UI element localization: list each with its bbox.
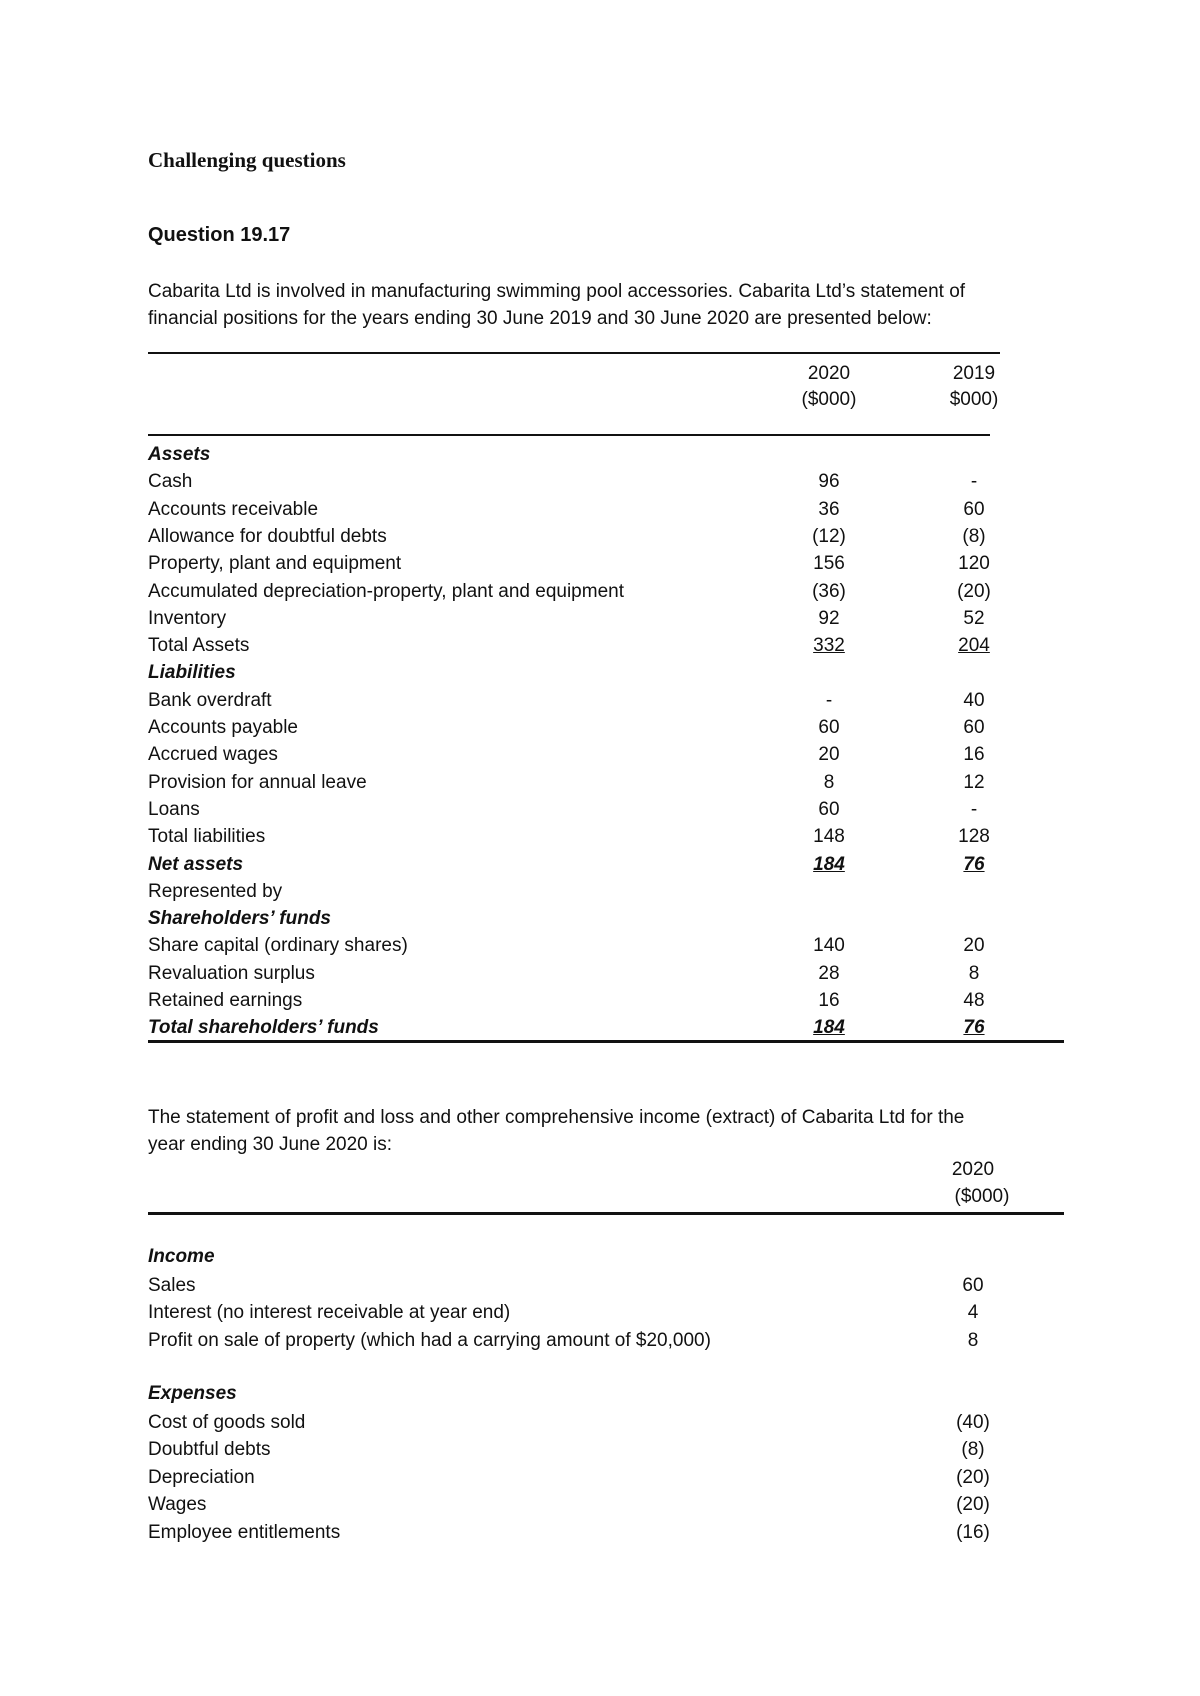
value-2019: 120: [958, 553, 990, 574]
table-top-rule: [148, 352, 1000, 354]
question-title: Question 19.17: [148, 224, 291, 246]
pl-row-value: (8): [961, 1439, 985, 1460]
value-2020: 184: [813, 1017, 845, 1038]
row-label: Bank overdraft: [148, 690, 272, 711]
pl-col-year: 2020: [951, 1159, 995, 1180]
pl-row-label: Profit on sale of property (which had a carrying amount of $20,000): [148, 1330, 711, 1351]
value-2020: 184: [813, 854, 845, 875]
pl-expenses-title: Expenses: [148, 1383, 237, 1404]
col-2019-year: 2019: [952, 363, 996, 384]
value-2019: 20: [963, 935, 985, 956]
value-2019: 76: [963, 1017, 985, 1038]
value-2019: 128: [958, 826, 990, 847]
value-2020: 28: [818, 963, 840, 984]
section-heading: Challenging questions: [148, 148, 346, 172]
value-2019: 52: [963, 608, 985, 629]
pl-row-label: Sales: [148, 1275, 196, 1296]
value-2019: 40: [963, 690, 985, 711]
intro-line-2: financial positions for the years ending 30 June 2019 and 30 June 2020 are presented below:: [148, 308, 932, 329]
pl-row-value: (20): [956, 1494, 990, 1515]
row-label: Revaluation surplus: [148, 963, 315, 984]
row-label: Accounts receivable: [148, 499, 319, 520]
value-2020: 8: [823, 772, 835, 793]
pl-intro-line-2: year ending 30 June 2020 is:: [148, 1134, 393, 1155]
value-2020: 156: [813, 553, 845, 574]
pl-row-value: 4: [967, 1302, 979, 1323]
row-label: Allowance for doubtful debts: [148, 526, 387, 547]
value-2019: 60: [963, 499, 985, 520]
row-label: Loans: [148, 799, 200, 820]
value-2019: 12: [963, 772, 985, 793]
value-2020: (36): [812, 581, 846, 602]
section-title: Assets: [148, 444, 211, 465]
pl-row-label: Wages: [148, 1494, 207, 1515]
col-2019-unit: $000): [949, 389, 999, 410]
value-2019: 48: [963, 990, 985, 1011]
pl-row-label: Depreciation: [148, 1467, 255, 1488]
section-title: Liabilities: [148, 662, 236, 683]
row-label: Accumulated depreciation-property, plant and equipment: [148, 581, 624, 602]
row-label: Share capital (ordinary shares): [148, 935, 408, 956]
pl-row-value: (20): [956, 1467, 990, 1488]
value-2020: 60: [818, 717, 840, 738]
pl-row-label: Interest (no interest receivable at year end): [148, 1302, 511, 1323]
pl-row-value: (40): [956, 1412, 990, 1433]
header-bottom-rule: [148, 434, 990, 436]
value-2019: -: [970, 471, 978, 492]
value-2020: 92: [818, 608, 840, 629]
row-label: Retained earnings: [148, 990, 303, 1011]
value-2019: 16: [963, 744, 985, 765]
row-label: Cash: [148, 471, 193, 492]
value-2019: 76: [963, 854, 985, 875]
row-label: Total Assets: [148, 635, 250, 656]
section-title: Shareholders’ funds: [148, 908, 331, 929]
value-2020: 148: [813, 826, 845, 847]
sfp-bottom-rule: [148, 1040, 1064, 1043]
pl-row-value: 60: [962, 1275, 984, 1296]
pl-income-title: Income: [148, 1246, 215, 1267]
pl-row-label: Doubtful debts: [148, 1439, 271, 1460]
pl-row-value: 8: [967, 1330, 979, 1351]
value-2020: 140: [813, 935, 845, 956]
row-label: Accrued wages: [148, 744, 278, 765]
row-label: Provision for annual leave: [148, 772, 367, 793]
value-2020: 96: [818, 471, 840, 492]
value-2020: 16: [818, 990, 840, 1011]
value-2019: 204: [958, 635, 990, 656]
value-2020: 60: [818, 799, 840, 820]
pl-col-unit: ($000): [954, 1186, 1010, 1207]
pl-row-label: Employee entitlements: [148, 1522, 341, 1543]
value-2019: 8: [968, 963, 980, 984]
row-label: Represented by: [148, 881, 283, 902]
value-2019: -: [970, 799, 978, 820]
row-label: Total liabilities: [148, 826, 266, 847]
row-label: Inventory: [148, 608, 227, 629]
pl-intro-line-1: The statement of profit and loss and other comprehensive income (extract) of Cabarita Ltd for the: [148, 1107, 965, 1128]
value-2020: -: [825, 690, 833, 711]
row-label: Accounts payable: [148, 717, 298, 738]
value-2019: (8): [962, 526, 986, 547]
pl-header-rule: [148, 1212, 1064, 1215]
col-2020-unit: ($000): [801, 389, 857, 410]
value-2020: (12): [812, 526, 846, 547]
value-2020: 332: [813, 635, 845, 656]
row-label: Property, plant and equipment: [148, 553, 402, 574]
value-2020: 36: [818, 499, 840, 520]
value-2019: 60: [963, 717, 985, 738]
row-label: Net assets: [148, 854, 244, 875]
col-2020-year: 2020: [807, 363, 851, 384]
pl-row-label: Cost of goods sold: [148, 1412, 306, 1433]
value-2019: (20): [957, 581, 991, 602]
row-label: Total shareholders’ funds: [148, 1017, 379, 1038]
pl-row-value: (16): [956, 1522, 990, 1543]
intro-line-1: Cabarita Ltd is involved in manufacturing swimming pool accessories. Cabarita Ltd’s statement of: [148, 281, 966, 302]
value-2020: 20: [818, 744, 840, 765]
